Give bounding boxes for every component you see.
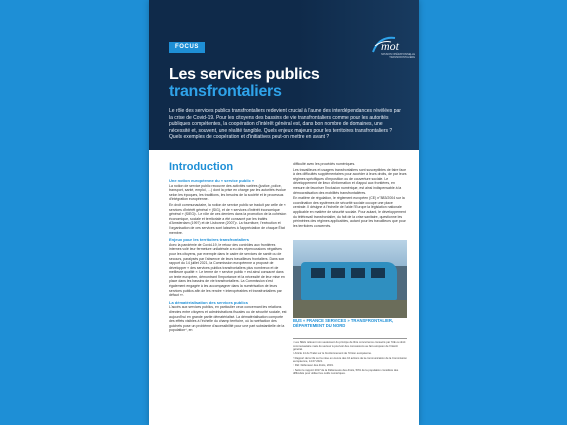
photo-ground: [293, 300, 407, 318]
logo-subtitle: MISSION OPÉRATIONNELLE TRANSFRONTALIÈRE: [381, 53, 415, 59]
intro-heading: Introduction: [169, 161, 234, 173]
photo-bus-window: [311, 268, 325, 278]
paragraph: Avec la pandémie de Covid-19, le retour des contrôles aux frontières internes volé leur fermeture unilatérale a eu des répercussions négatives pour les citoyens, par exemple dans le cadre de services de santé ou de secours, paralysés par l'absence de leurs travailleurs frontaliers. Dans son rapport du 14 juillet 2021, la Commission européenne a proposé de développer « des services publics transfrontaliers plus nombreux et de meilleure qualité ». Le terme de « service public » est ainsi consacré dans un texte européen, démontrant l'importance et la nécessité de leur mise en place dans les bassins de vie transfrontaliers. La Commission s'est également engagée à les accompagner dans la numérisation de leurs services publics afin de les rendre « interopérables et transfrontaliers par défaut »³.: [169, 242, 285, 298]
right-column: [293, 162, 407, 229]
mot-logo: [369, 34, 413, 60]
photo-bus-window: [331, 268, 345, 278]
bus-photo: [293, 240, 407, 318]
header-banner: [149, 0, 419, 150]
subheading-dematerialisation: La dématérialisation des services publics: [169, 299, 248, 305]
footnote: ⁵ Selon le rapport 2017 de la Défenseure des droits, 50% de la population considère des difficultés pour utiliser les outils numériques.: [293, 368, 399, 376]
photo-bus-window: [351, 268, 365, 278]
footnotes: [293, 338, 407, 376]
lead-paragraph: Le rôle des services publics transfrontaliers redevient crucial à l'aune des interdépendances révélées par la crise de Covid-19. Pour les citoyens des bassins de vie transfrontaliers comme pour les autorités publiques compétentes, la coopération d'intérêt général est, dans bon nombre de domaines, une nécessité et, souvent, une réalité tangible. Quels enjeux majeurs pour les territoires transfrontaliers ? Quels exemples de coopération et d'initiatives peut-on mettre en avant ?: [169, 108, 401, 141]
footnote: ³ Rapport de la CE sur la mise en œuvre des 10 actions de la communication de la Commission européenne, 14.07.2021.: [293, 356, 407, 364]
paragraph: Les travailleurs et usagers transfrontaliers sont susceptibles de faire face à des difficultés supplémentaires pour accéder à leurs droits, de par leurs régimes spécifiques d'imposition ou de couverture sociale. Le développement de lieux d'information et d'appui aux frontières, en mesure de favoriser l'inclusion numérique, est ainsi indispensable à la démocratisation des mobilités transfrontalières.: [293, 167, 407, 195]
paragraph: En droit communautaire, la notion de service public se traduit par celle de « services d'intérêt général » (SIG), et de « services d'intérêt économique général » (SIEG)¹. Le rôle de ces derniers dans la promotion de la cohésion économique, sociale et territoriale a été consacré par les traités d'Amsterdam (1997) et de Lisbonne (2007)². La fourniture, l'exécution et l'organisation de ces services sont laissées à l'appréciation de chaque État membre.: [169, 202, 287, 235]
paragraph: En matière de régulation, le règlement européen (CE) n°883/2004 sur la coordination des systèmes de sécurité sociale occupe une place centrale. Il désigne à l'échelle de l'aide l'Europe la législation nationale applicable en matière de sécurité sociale. Pour autant, le développement du télétravail transfrontalier, du fait de la crise sanitaire, questionne les périmètres des régimes applicables, autant pour les travailleurs que pour les territoires concernés.: [293, 196, 406, 228]
paragraph: difficulté avec les procédés numériques.: [293, 162, 356, 166]
document-page: [149, 0, 419, 425]
title-line-1: Les services publics: [169, 66, 320, 83]
footnote: ² Article 14 du Traité sur le fonctionnement de l'Union européenne.: [293, 352, 372, 356]
paragraph: L'accès aux services publics, en particulier ceux concernant les relations directes entre citoyens et administrations fiscales ou de sécurité sociale, est aujourd'hui en grande partie dématérialisé. La dématérialisation comporte des effets visibles à l'échelle du champ territoire, où la raréfaction des guichets pose un problème d'accessibilité pour une part substantielle de la population⁴, en: [169, 305, 287, 333]
photo-caption: BUS « FRANCE SERVICES » TRANSFRONTALIER, DÉPARTEMENT DU NORD: [293, 318, 394, 329]
photo-bus-window: [371, 268, 385, 278]
focus-tab: FOCUS: [169, 42, 205, 53]
footnote: ⁴ Réf. Défenseur des droits, 2019.: [293, 364, 334, 368]
logo-text: mot: [381, 39, 399, 53]
footnote: ¹ Les SIEG relèvent non seulement du principe de libre concurrence consacré par l'UE ou droit communautaire mais du secteur à pourvoir des concessions au fait européen de l'intérêt général.: [293, 341, 406, 352]
subheading-enjeux: Enjeux pour les territoires transfrontaliers: [169, 237, 250, 243]
left-column: [169, 176, 287, 334]
subheading-notion: Une notion européenne du « service public »: [169, 178, 255, 183]
paragraph: La notion de service public recouvre des activités variées (justice, police, transport, santé, emploi, …) dont la prise en charge par les autorités évolue selon les époques, les traditions, les besoins de la société et le processus d'intégration européenne.: [169, 183, 286, 202]
title-line-2: transfrontaliers: [169, 83, 282, 100]
